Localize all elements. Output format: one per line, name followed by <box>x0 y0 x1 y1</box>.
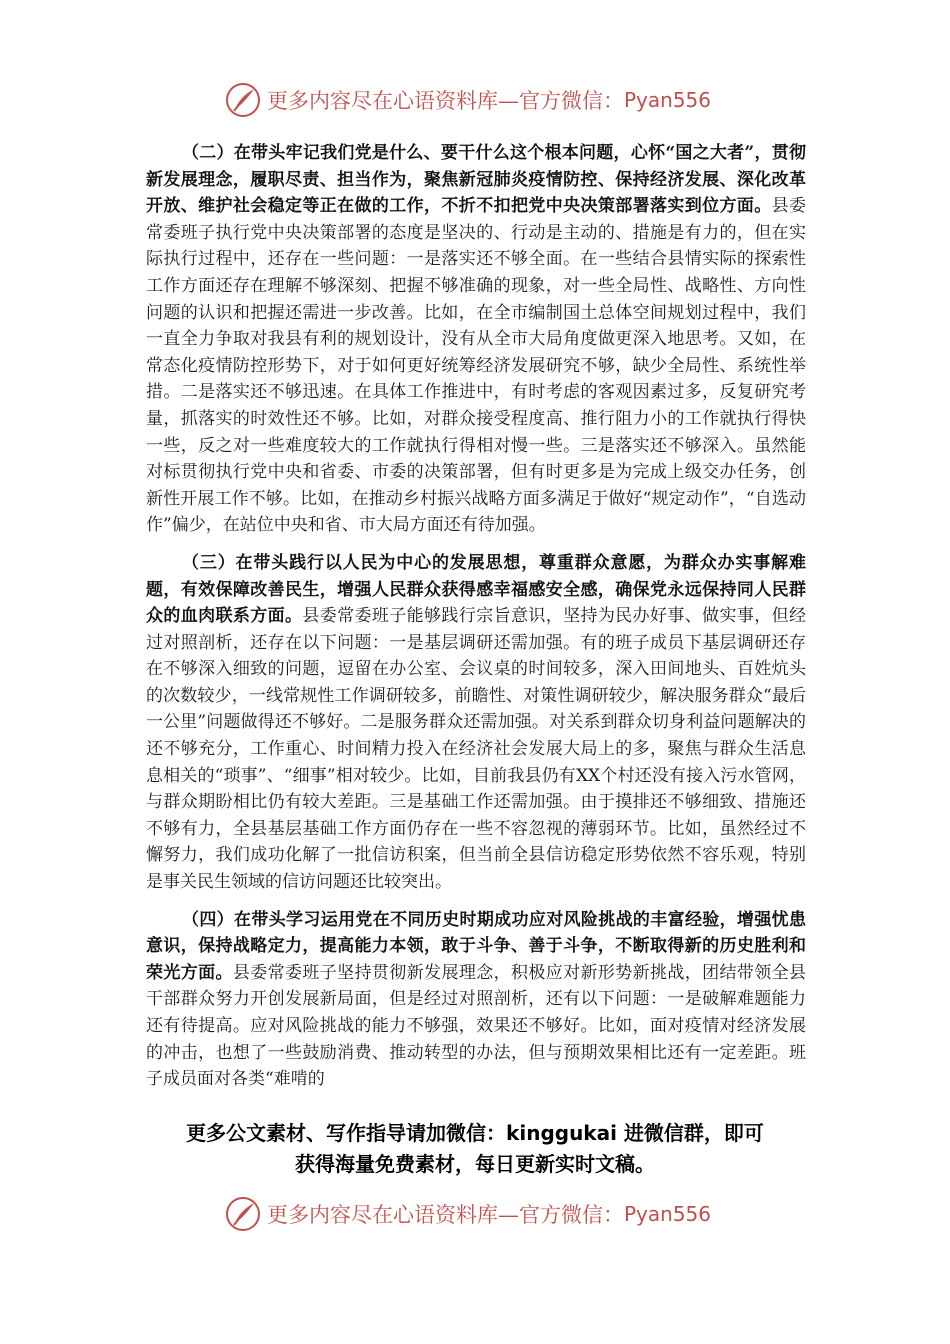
paragraph-3 <box>146 550 806 896</box>
header-banner-id: Pyan556 <box>624 88 712 112</box>
paragraph-4 <box>146 907 806 1093</box>
footer-banner <box>225 1194 711 1234</box>
paragraph-2-heading: （二）在带头牢记我们党是什么、要干什么这个根本问题，心怀“国之大者”，贯彻新发展理念，履职尽责、担当作为，聚焦新冠肺炎疫情防控、保持经济发展、深化改革开放、维护社会稳定等正在做的工作，不折不扣把党中央决策部署落实到位方面。 <box>146 143 806 217</box>
header-banner-text: 更多内容尽在心语资料库—官方微信： <box>267 89 624 113</box>
footer-banner-id: Pyan556 <box>624 1202 712 1226</box>
promo-notice-line-2: 获得海量免费素材，每日更新实时文稿。 <box>295 1152 655 1176</box>
paragraph-2 <box>146 140 806 539</box>
paragraph-4-text: 县委常委班子坚持贯彻新发展理念，积极应对新形势新挑战，团结带领全县干部群众努力开创发展新局面，但是经过对照剖析，还有以下问题：一是破解难题能力还有待提高。应对风险挑战的能力不够强，效果还不够好。比如，面对疫情对经济发展的冲击，也想了一些鼓励消费、推动转型的办法，但与预期效果相比还有一定差距。班子成员面对各类“难啃的 <box>146 962 807 1090</box>
header-banner <box>225 80 711 120</box>
quill-pen-logo-icon <box>225 1196 261 1232</box>
quill-pen-logo-icon <box>225 82 261 118</box>
footer-banner-text: 更多内容尽在心语资料库—官方微信： <box>267 1203 624 1227</box>
paragraph-2-text: 县委常委班子执行党中央决策部署的态度是坚决的、行动是主动的、措施是有力的，但在实际执行过程中，还存在一些问题：一是落实还不够全面。在一些结合县情实际的探索性工作方面还存在理解不够深刻、把握不够准确的现象，对一些全局性、战略性、方向性问题的认识和把握还需进一步改善。比如，在全市编制国土总体空间规划过程中，我们一直全力争取对我县有利的规划设计，没有从全市大局角度做更深入地思考。又如，在常态化疫情防控形势下，对于如何更好统筹经济发展研究不够，缺少全局性、系统性举措。二是落实还不够迅速。在具体工作推进中，有时考虑的客观因素过多，反复研究考量，抓落实的时效性还不够。比如，对群众接受程度高、推行阻力小的工作就执行得快一些，反之对一些难度较大的工作就执行得相对慢一些。三是落实还不够深入。虽然能对标贯彻执行党中央和省委、市委的决策部署，但有时更多是为完成上级交办任务，创新性开展工作不够。比如，在推动乡村振兴战略方面多满足于做好“规定动作”，“自选动作”偏少，在站位中央和省、市大局方面还有待加强。 <box>146 196 807 536</box>
promo-notice-line-1: 更多公文素材、写作指导请加微信：kinggukai 进微信群，即可 <box>186 1121 764 1145</box>
paragraph-3-text: 县委常委班子能够践行宗旨意识，坚持为民办好事、做实事，但经过对照剖析，还存在以下问题：一是基层调研还需加强。有的班子成员下基层调研还存在不够深入细致的问题，逗留在办公室、会议桌的时间较多，深入田间地头、百姓炕头的次数较少，一线常规性工作调研较多，前瞻性、对策性调研较少，解决服务群众“最后一公里”问题做得还不够好。二是服务群众还需加强。对关系到群众切身利益问题解决的还不够充分，工作重心、时间精力投入在经济社会发展大局上的多，聚焦与群众生活息息相关的“琐事”、“细事”相对较少。比如，目前我县仍有XX个村还没有接入污水管网，与群众期盼相比仍有较大差距。三是基础工作还需加强。由于摸排还不够细致、措施还不够有力，全县基层基础工作方面仍存在一些不容忽视的薄弱环节。比如，虽然经过不懈努力，我们成功化解了一批信访积案，但当前全县信访稳定形势依然不容乐观，特别是事关民生领域的信访问题还比较突出。 <box>146 606 806 893</box>
promo-notice <box>140 1118 810 1180</box>
document-body <box>146 140 806 1104</box>
paragraph-4-heading: （四）在带头学习运用党在不同历史时期成功应对风险挑战的丰富经验，增强忧患意识，保持战略定力，提高能力本领，敢于斗争、善于斗争，不断取得新的历史胜利和荣光方面。 <box>146 909 806 983</box>
paragraph-3-heading: （三）在带头践行以人民为中心的发展思想，尊重群众意愿，为群众办实事解难题，有效保障改善民生，增强人民群众获得感幸福感安全感，确保党永远保持同人民群众的血肉联系方面。 <box>146 552 806 627</box>
